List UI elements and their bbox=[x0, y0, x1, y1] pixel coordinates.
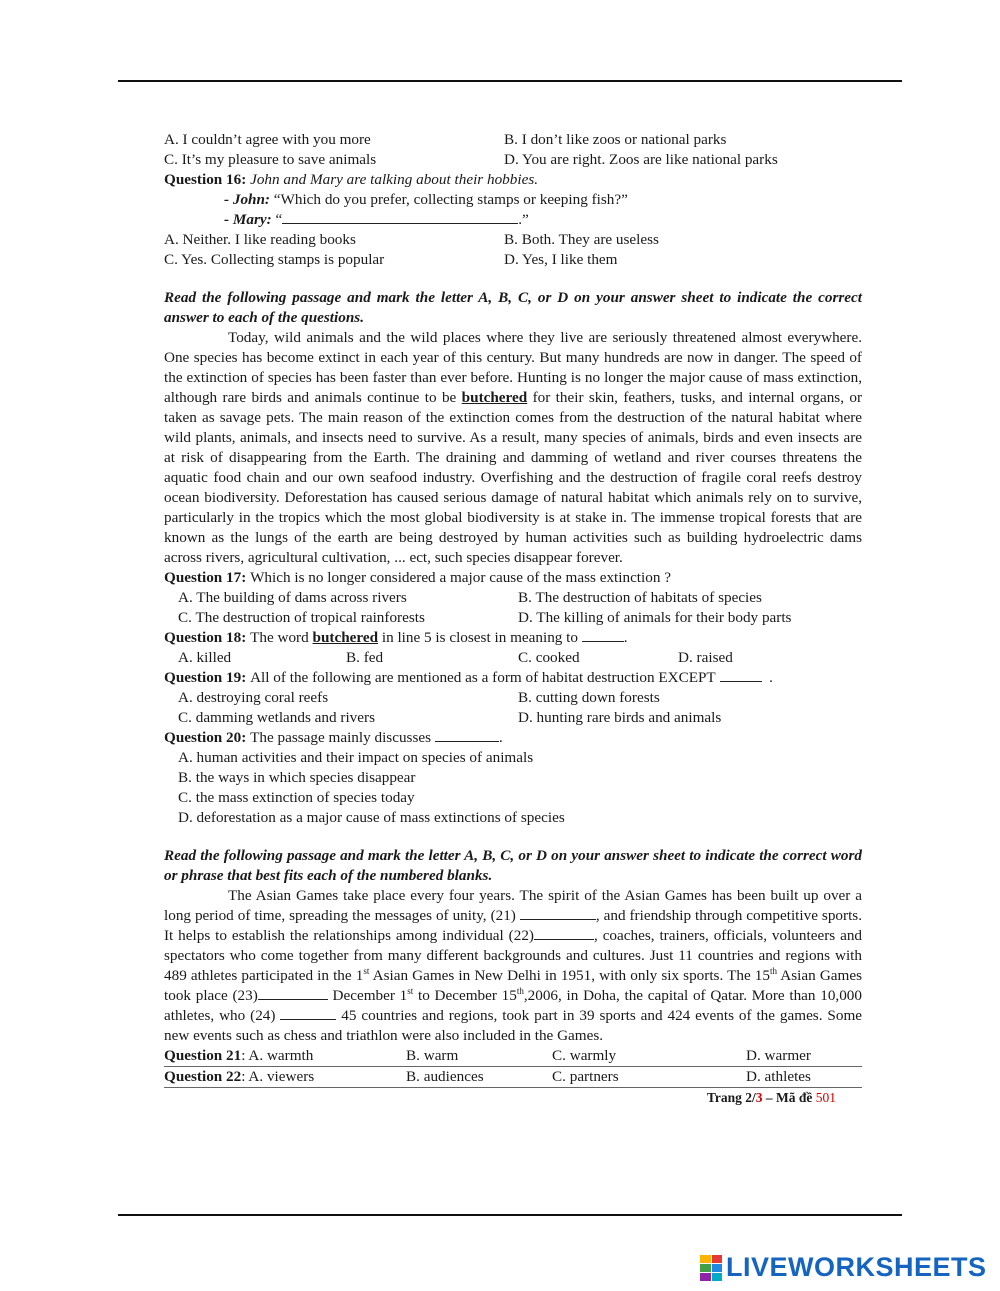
blank-22[interactable] bbox=[534, 926, 594, 940]
q17-option-c[interactable]: C. The destruction of tropical rainforests bbox=[178, 609, 425, 626]
q16-mary-line bbox=[164, 210, 862, 230]
q15-options-row-2 bbox=[164, 150, 862, 170]
q16-option-b[interactable]: B. Both. They are useless bbox=[504, 231, 659, 248]
q19-blank bbox=[720, 668, 762, 682]
q20-blank bbox=[435, 728, 499, 742]
brand-logo[interactable] bbox=[700, 1252, 987, 1283]
passage2-text-5: Asian Games took place (23) bbox=[164, 967, 862, 1004]
q17-text: Which is no longer considered a major cause of the mass extinction ? bbox=[250, 569, 671, 586]
passage1-text-part1: Today, wild animals and the wild places where they live are seriously threatened almost everywhere. One species has become extinct in each year of this century. But many hundreds are now in danger. The speed of the extinction of species has been faster than ever before. Hunting is no longer the major cause of mass extinction, although rare birds and animals continue to be bbox=[164, 329, 862, 406]
q17-options-row-2 bbox=[164, 608, 862, 628]
sup-december-1st: st bbox=[407, 985, 414, 996]
q21-option-d[interactable]: D. warmer bbox=[746, 1047, 811, 1064]
q19-option-a[interactable]: A. destroying coral reefs bbox=[178, 689, 329, 706]
q19-label: Question 19: bbox=[164, 669, 247, 686]
q17-options-row-1 bbox=[164, 588, 862, 608]
passage2-text-9: 45 countries and regions, took part in 39 sports and 424 events of the games. Some new events such as chess and triathlon were also included in the Games. bbox=[164, 1007, 863, 1044]
q20-option-d[interactable]: D. deforestation as a major cause of mass extinctions of species bbox=[178, 809, 565, 826]
q15-option-d: D. You are right. Zoos are like national parks bbox=[504, 151, 778, 168]
worksheet-page bbox=[164, 130, 862, 1108]
q16-label: Question 16: bbox=[164, 171, 247, 188]
blank-24[interactable] bbox=[280, 1006, 336, 1020]
passage2-text-4: Asian Games in New Delhi in 1951, with only six sports. The 15 bbox=[369, 967, 770, 984]
q20-label: Question 20: bbox=[164, 729, 247, 746]
passage2-text-1: The Asian Games take place every four years. The spirit of the Asian Games has been built up over a long period of time, spreading the messages of unity, (21) bbox=[164, 887, 862, 924]
q16-question bbox=[164, 170, 862, 190]
q19-options-row-1 bbox=[164, 688, 862, 708]
q15-options-row-1 bbox=[164, 130, 862, 150]
q16-john-name: - John: bbox=[224, 191, 270, 208]
footer-ma-de: – Mã đề bbox=[762, 1090, 816, 1105]
q21-label: Question 21 bbox=[164, 1047, 242, 1064]
sup-15th: th bbox=[770, 965, 778, 976]
q16-prompt: John and Mary are talking about their hobbies. bbox=[250, 171, 539, 188]
q18-option-a[interactable]: A. killed bbox=[178, 649, 232, 666]
q18-option-b[interactable]: B. fed bbox=[346, 649, 384, 666]
footer-trang: Trang 2/ bbox=[706, 1090, 756, 1105]
q22-label: Question 22 bbox=[164, 1068, 242, 1085]
q16-john-text: “Which do you prefer, collecting stamps or keeping fish?” bbox=[273, 191, 628, 208]
q18-options-row bbox=[164, 648, 862, 668]
passage2-text-3: , coaches, trainers, officials, volunteers and spectators who come together from many different backgrounds and cultures. Just 11 countries and regions with 489 athletes participated in the 1 bbox=[164, 927, 863, 984]
q20-tail: . bbox=[498, 729, 503, 746]
q20-option-b[interactable]: B. the ways in which species disappear bbox=[178, 769, 416, 786]
passage2-text-8: ,2006, in Doha, the capital of Qatar. More than 10,000 athletes, who (24) bbox=[164, 987, 862, 1024]
q22-option-c[interactable]: C. partners bbox=[552, 1068, 619, 1085]
q18-text-after: in line 5 is closest in meaning to bbox=[381, 629, 578, 646]
q19-option-b[interactable]: B. cutting down forests bbox=[518, 689, 660, 706]
q19-tail: . bbox=[769, 669, 773, 686]
q18-tail: . bbox=[623, 629, 628, 646]
q18-label: Question 18: bbox=[164, 629, 247, 646]
q19-question bbox=[164, 668, 862, 688]
passage1-text-part2: for their skin, feathers, tusks, and internal organs, or taken as savage pets. The main reason of the extinction comes from the destruction of the natural habitat where wild plants, animals, and insects need to survive. As a result, many species of animals, birds and even insects are at risk of disappearing from the Earth. The draining and damming of wetland and river courses threatens the aquatic food chain and our own seafood industry. Overfishing and the destruction of fragile coral reefs destroy ocean biodiversity. Deforestation has caused serious damage of natural habitat which animals rely on to survive, particularly in the tropics which the most global biodiversity is at stake in. The immense tropical forests that are known as the lungs of the earth are being destroyed by human activities such as building hydroelectric dams across rivers, agricultural cultivation, ... ect, such species disappear forever. bbox=[164, 389, 863, 566]
passage2-instruction: Read the following passage and mark the letter A, B, C, or D on your answer sheet to indicate the correct word or phrase that best fits each of the numbered blanks. bbox=[164, 847, 862, 884]
q22-row bbox=[164, 1066, 862, 1087]
q21-option-c[interactable]: C. warmly bbox=[552, 1047, 617, 1064]
q20-option-c[interactable]: C. the mass extinction of species today bbox=[178, 789, 415, 806]
bottom-rule bbox=[118, 1214, 902, 1216]
sup-december-15th: th bbox=[516, 985, 524, 996]
q16-option-a[interactable]: A. Neither. I like reading books bbox=[164, 231, 356, 248]
q16-answer-blank[interactable] bbox=[282, 210, 518, 224]
q18-text-before: The word bbox=[250, 629, 309, 646]
q18-blank bbox=[582, 628, 624, 642]
blank-21[interactable] bbox=[520, 906, 596, 920]
passage1-text bbox=[164, 328, 862, 568]
q15-option-b: B. I don’t like zoos or national parks bbox=[504, 131, 727, 148]
passage1-instruction: Read the following passage and mark the letter A, B, C, or D on your answer sheet to indicate the correct answer to each of the questions. bbox=[164, 289, 862, 326]
q15-option-c: C. It’s my pleasure to save animals bbox=[164, 151, 377, 168]
q21-row bbox=[164, 1046, 862, 1066]
q22-cell bbox=[164, 1067, 406, 1087]
q18-option-d[interactable]: D. raised bbox=[678, 649, 733, 666]
q20-question bbox=[164, 728, 862, 748]
q17-option-b[interactable]: B. The destruction of habitats of species bbox=[518, 589, 762, 606]
footer-code: 501 bbox=[815, 1090, 836, 1105]
footer-total: 3 bbox=[755, 1090, 763, 1105]
q22-option-d[interactable]: D. athletes bbox=[746, 1068, 811, 1085]
passage2-text-7: to December 15 bbox=[413, 987, 517, 1004]
q18-keyword: butchered bbox=[312, 629, 379, 646]
brand-mark-icon bbox=[700, 1255, 722, 1281]
q16-option-c[interactable]: C. Yes. Collecting stamps is popular bbox=[164, 251, 385, 268]
q21-option-a[interactable]: : A. warmth bbox=[241, 1047, 314, 1064]
q19-options-row-2 bbox=[164, 708, 862, 728]
passage1-keyword: butchered bbox=[461, 389, 528, 406]
brand-name: LIVEWORKSHEETS bbox=[726, 1252, 987, 1282]
q16-options-row-2 bbox=[164, 250, 862, 270]
passage2-text-2: , and friendship through competitive sports. It helps to establish the relationships among individual (22) bbox=[164, 907, 862, 944]
q22-option-a[interactable]: : A. viewers bbox=[241, 1068, 315, 1085]
passage2-text bbox=[164, 886, 862, 1046]
blank-23[interactable] bbox=[258, 986, 328, 1000]
q17-question bbox=[164, 568, 862, 588]
q16-mary-open: “ bbox=[275, 211, 283, 228]
q16-option-d[interactable]: D. Yes, I like them bbox=[504, 251, 618, 268]
q16-john-line bbox=[164, 190, 862, 210]
q22-option-b[interactable]: B. audiences bbox=[406, 1068, 484, 1085]
q18-question bbox=[164, 628, 862, 648]
q21-cell bbox=[164, 1046, 406, 1066]
q19-option-c[interactable]: C. damming wetlands and rivers bbox=[178, 709, 375, 726]
page-footer bbox=[164, 1087, 862, 1108]
sup-1st: st bbox=[363, 965, 370, 976]
q16-options-row-1 bbox=[164, 230, 862, 250]
q15-option-a: A. I couldn’t agree with you more bbox=[164, 131, 371, 148]
q17-option-a[interactable]: A. The building of dams across rivers bbox=[178, 589, 407, 606]
q16-mary-close: .” bbox=[518, 211, 529, 228]
q18-option-c[interactable]: C. cooked bbox=[518, 649, 580, 666]
passage2-text-6: December 1 bbox=[327, 987, 408, 1004]
q21-option-b[interactable]: B. warm bbox=[406, 1047, 459, 1064]
q20-option-a[interactable]: A. human activities and their impact on species of animals bbox=[178, 749, 534, 766]
q19-option-d[interactable]: D. hunting rare birds and animals bbox=[518, 709, 722, 726]
q19-text: All of the following are mentioned as a form of habitat destruction EXCEPT bbox=[250, 669, 716, 686]
q17-option-d[interactable]: D. The killing of animals for their body parts bbox=[518, 609, 792, 626]
q20-text: The passage mainly discusses bbox=[250, 729, 432, 746]
q17-label: Question 17: bbox=[164, 569, 247, 586]
top-rule bbox=[118, 80, 902, 82]
q16-mary-name: - Mary: bbox=[224, 211, 272, 228]
